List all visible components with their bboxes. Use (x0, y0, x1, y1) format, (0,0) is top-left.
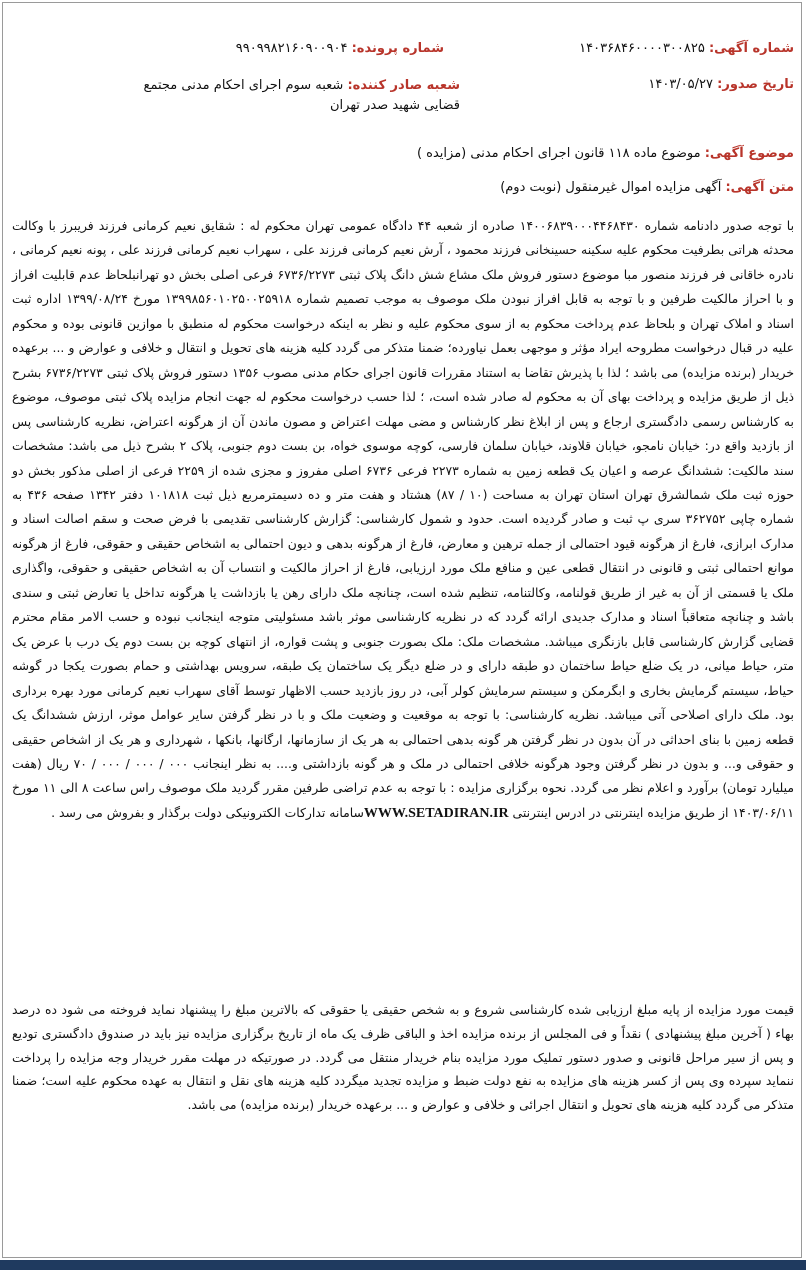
bottom-bar (0, 1260, 806, 1270)
issuer-label: شعبه صادر کننده: (347, 78, 460, 93)
body-text-part-1: با توجه صدور دادنامه شماره ۱۴۰۰۶۸۳۹۰۰۰۴۴۶۸۴۳۰ صادره از شعبه ۴۴ دادگاه عمومی تهران محکوم له : شقایق نعیم کرمانی فرزند فریبرز با وکالت محدثه هراتی بطرفیت محکوم علیه سکینه حسینخانی فرزند محمود ، آرش نعیم کرمانی فرزند علی ، سهراب نعیم کرمانی فرزند علی ، پونه نعیم کرمانی ، نادره خاقانی فر فرزند منصور مبا موضوع دستور فروش ملک مشاع شش دانگ پلاک ثبتی ۶۷۳۶/۲۲۷۳ فرعی اصلی بخش دو تهرانبلحاظ عدم قابلیت افراز و با احراز مالکیت طرفین و با توجه به قابل افراز نبودن ملک موصوف به موجب تصمیم شماره ۱۳۹۹۸۵۶۰۱۰۲۵۰۰۲۵۹۱۸ مورخ ۱۳۹۹/۰۸/۲۴ اداره ثبت اسناد و املاک تهران و بلحاظ عدم پرداخت محکوم به از سوی محکوم علیه و نظر به اینکه درخواست محکوم له منطبق با موازین قانونی بوده و محکوم علیه در قبال درخواست مطروحه ایراد مؤثر و موجهی بعمل نیاورده؛ ضمنا متذکر می گردد کلیه هزینه های تحویل و انتقال و خلافی و عوارض و ... برعهده خریدار (برنده مزایده) می باشد ؛ لذا با پذیرش تقاضا به استناد مقررات قانون اجرای حکام مدنی مصوب ۱۳۵۶ دستور فروش پلاک ثبتی ۶۷۳۶/۲۲۷۳ بشرح ذیل از طریق مزایده و پرداخت بهای آن به محکوم له صادر شده است، ؛ لذا حسب درخواست محکوم له جهت انجام مزایده پلاک ثبتی موصوف، موضوع به کارشناس رسمی دادگستری ارجاع و پس از ابلاغ نظر کارشناس و مضی مهلت اعتراض و مصون ماندن آن از هرگونه اعتراض، نظریه کارشناسی پس از بازدید واقع در: خیابان نامجو، خیابان قلاوند، خیابان سلمان فارسی، کوچه موسوی خواه، بن بست دوم جنوبی، پلاک ۲ بشرح ذیل می باشد: مشخصات سند مالکیت: ششدانگ عرصه و اعیان یک قطعه زمین به شماره ۲۲۷۳ فرعی ۶۷۳۶ اصلی مفروز و مجزی شده از ۲۲۵۹ فرعی از اصلی مذکور بخش دو حوزه ثبت ملک شمالشرق تهران استان تهران به مساحت (۱۰ / ۸۷) هشتاد و هفت متر و ده دسیمترمربع ذیل ثبت ۱۰۱۸۱۸ دفتر ۱۳۴۲ صفحه ۴۳۶ به شماره چاپی ۳۶۲۷۵۲ سری پ ثبت و صادر گردیده است. حدود و شمول کارشناسی: گزارش کارشناسی تقدیمی با فرض صحت و سقم اصالت اسناد و مدارک ابرازی، فارغ از هرگونه قیود احتمالی از جمله ترهین و معارض، فارغ از هرگونه بدهی و دیون احتمالی به اشخاص حقیقی و حقوقی، فارغ از هرگونه موانع احتمالی ثبتی و قانونی در انتقال قطعی عین و منافع ملک مورد ارزیابی، فارغ از احراز مالکیت و انتساب آن به اشخاص حقیقی و حقوقی، واگذاری ملک یا قسمتی از آن به غیر از طریق قولنامه، وکالتنامه، تنظیم شده است، چنانچه ملک دارای رهن یا بازداشت یا هرگونه تداخل یا تعارض ثبتی و سندی باشد و چنانچه متعاقباً اسناد و مدارک جدیدی ارائه گردد که در نظریه کارشناسی موثر باشد مسئولیتی متوجه اینجانب نبوده و حسب الامر مقام محترم قضایی گزارش کارشناسی قابل بازنگری میباشد. مشخصات ملک: ملک بصورت جنوبی و پشت قواره، از انتهای کوچه بن بست دوم یک درب با عرض یک متر، حیاط میانی، در یک ضلع حیاط ساختمان دو طبقه دارای و در ضلع دیگر یک ساختمان یک طبقه، سرویس بهداشتی و حمام بصورت یکجا در گوشه حیاط، سیستم گرمایش بخاری و ابگرمکن و سیستم سرمایش کولر آبی، در روز بازدید حسب الاظهار توسط آقای سهراب نعیم کرمانی مورد بهره برداری بود. ملک دارای اصلاحی آتی میباشد. نظریه کارشناسی: با توجه به موقعیت و وضعیت ملک و با در نظر گرفتن سایر عوامل موثر، ارزش ششدانگ یک قطعه زمین با بنای احداثی در آن بدون در نظر گرفتن هر گونه بدهی احتمالی به هر یک از سازمانها، ارگانها، بانکها ، شهرداری و هر یک از اشخاص حقیقی و حقوقی و... و بدون در نظر گرفتن وجود هرگونه خلافی احتمالی در ملک و هر گونه بازداشتی و.... به نظر اینجانب ۰۰۰ / ۰۰۰ / ۰۰۰ / ۷۰ ریال (هفت میلیارد تومان) برآورد و اعلام نظر می گردد. نحوه برگزاری مزایده : با توجه به عدم تراضی طرفین مقرر گردید ملک موصوف راس ساعت ۸ الی ۱۱ مورخ ۱۴۰۳/۰۶/۱۱ از طریق مزایده اینترنتی در ادرس اینترنتی (12, 218, 795, 820)
ad-number-label: شماره آگهی: (708, 41, 794, 56)
ad-number-row (579, 40, 794, 58)
subject-value: موضوع ماده ۱۱۸ قانون اجرای احکام مدنی (مزایده ) (416, 146, 701, 161)
ad-text-value: آگهی مزایده اموال غیرمنقول (نوبت دوم) (500, 180, 722, 195)
subject-label: موضوع آگهی: (704, 146, 794, 161)
ad-text-row (12, 180, 794, 195)
notice-body-paragraph-2 (12, 998, 794, 1117)
issue-date: ۱۴۰۳/۰۵/۲۷ (648, 77, 713, 92)
case-number-label: شماره پرونده: (351, 41, 444, 56)
issue-date-row (648, 76, 794, 94)
issuer: شعبه سوم اجرای احکام مدنی مجتمع قضایی شهید صدر تهران (143, 78, 460, 113)
body-text-part-2: سامانه تدارکات الکترونیکی دولت برگذار و بفروش می رسد . (51, 804, 364, 820)
ad-number: ۱۴۰۳۶۸۴۶۰۰۰۰۳۰۰۸۲۵ (579, 41, 705, 56)
issuer-row (114, 76, 460, 116)
notice-body-paragraph-1 (12, 214, 794, 826)
issue-date-label: تاریخ صدور: (717, 77, 794, 92)
auction-website-link[interactable]: WWW.SETADIRAN.IR (363, 805, 509, 821)
case-number: ۹۹۰۹۹۸۲۱۶۰۹۰۰۹۰۴ (235, 41, 348, 56)
body-text-paragraph-2: قیمت مورد مزایده از پایه مبلغ ارزیابی شده کارشناسی شروع و به شخص حقیقی یا حقوقی که بالاترین مبلغ را پیشنهاد نماید فروخته می شود ده درصد بهاء ( آخرین مبلغ پیشنهادی ) نقداً و فی المجلس از برنده مزایده اخذ و الباقی ظرف یک ماه از تاریخ برگزاری مزایده نیز باید در صندوق دادگستری تودیع و پس از سیر مراحل قانونی و صدور دستور تملیک مورد مزایده بنام خریدار منتقل می گردد. در صورتیکه در مهلت مقرر خریدار وجه مزایده را پرداخت ننماید سپرده وی پس از کسر هزینه های مزایده به نفع دولت ضبط و مزایده تجدید میگردد کلیه هزینه های نقل و انتقال به عهده محکوم علیه است؛ ضمنا متذکر می گردد کلیه هزینه های تحویل و انتقال اجرائی و خلافی و عوارض و ... برعهده خریدار (برنده مزایده) می باشد. (12, 1002, 794, 1113)
case-number-row (236, 40, 444, 58)
ad-text-label: متن آگهی: (725, 180, 794, 195)
subject-row (12, 146, 794, 161)
